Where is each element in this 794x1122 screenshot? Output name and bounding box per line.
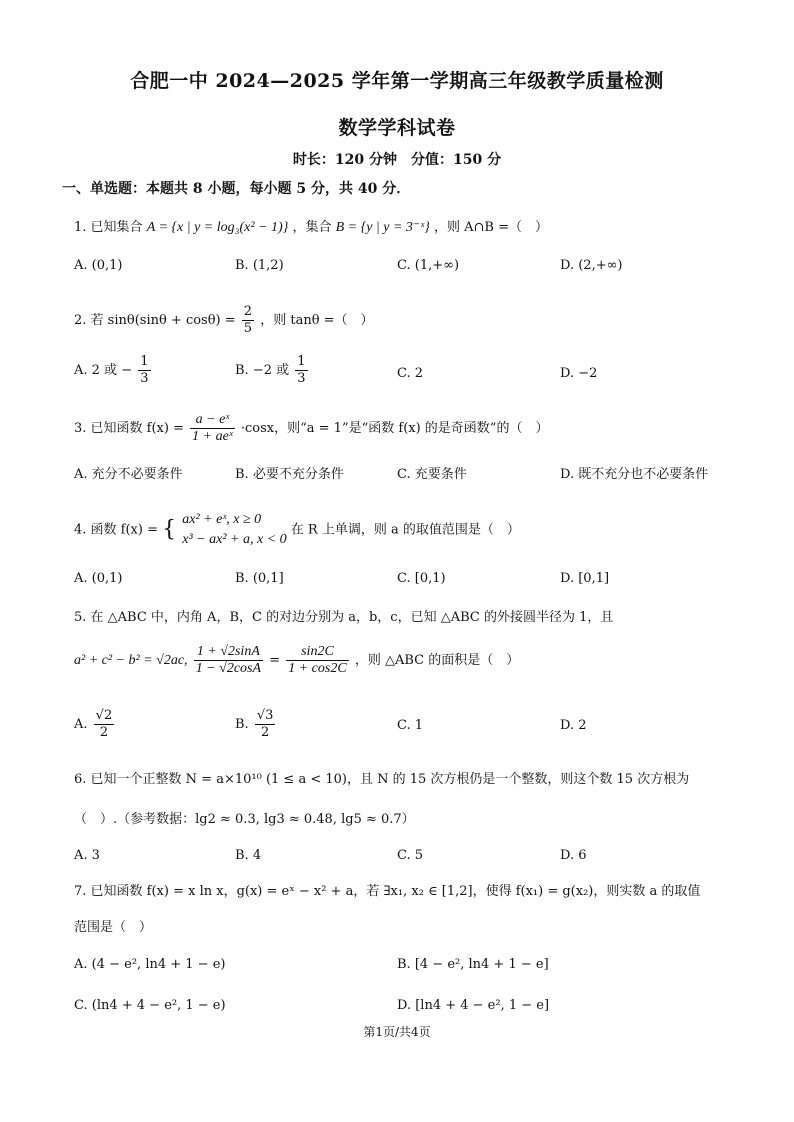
q3-pre: 3. 已知函数 f(x) = [74,421,184,436]
q5-option-a-frac [94,708,115,741]
q3-option-b: B. 必要不充分条件 [235,467,344,482]
q4-pre: 4. 函数 f(x) = [74,522,158,538]
q7-option-c: C. (ln4 + 4 − e², 1 − e) [74,998,226,1013]
q3-option-c: C. 充要条件 [397,467,467,482]
q5-option-a [74,708,116,741]
q3-tail: ·cosx，则“a = 1”是“函数 f(x) 的是奇函数”的（ ） [240,421,549,436]
q2-option-b-frac [295,354,307,387]
q5-pre: a² + c² − b² = √2ac, [74,653,188,668]
q2-option-a [74,354,153,387]
q5-tail: ，则 △ABC 的面积是（ ） [354,653,520,668]
q5-option-b-frac [255,708,276,741]
q2-option-d: D. −2 [560,366,598,381]
q2-option-a-num: 1 [140,354,149,369]
q3-fraction [190,412,235,445]
q5-f1-den: 1 − √2cosA [195,661,262,676]
q1-option-b: B. (1,2) [235,258,284,273]
question-3 [74,412,734,445]
q7-option-a: A. (4 − e², ln4 + 1 − e) [74,957,226,972]
exam-meta: 时长：120 分钟 分值：150 分 [292,152,502,168]
page-footer: 第1页/共4页 [363,1025,431,1039]
q3-option-a: A. 充分不必要条件 [74,467,183,482]
q2-option-b-den: 3 [297,371,306,386]
q2-option-c: C. 2 [397,366,424,381]
q6-option-b: B. 4 [235,848,262,863]
q6-option-a: A. 3 [74,848,100,863]
q5-option-a-num: √2 [95,708,113,723]
q5-option-a-den: 2 [99,725,109,740]
q2-option-a-frac [138,354,150,387]
q4-option-b: B. (0,1] [235,571,284,586]
q5-option-b-den: 2 [260,725,270,740]
q5-eq: = [269,653,281,668]
q5-f2-den: 1 + cos2C [288,661,347,676]
q1-set-a: A = {x | y = log₃(x² − 1)} [146,220,289,235]
question-6-line-2: （ ）.（参考数据：lg2 ≈ 0.3, lg3 ≈ 0.48, lg5 ≈ 0.7） [74,812,415,827]
q5-option-a-pre: A. [74,717,88,732]
q5-option-c: C. 1 [397,718,424,733]
q1-option-d: D. (2,+∞) [560,258,623,273]
q4-brace: { [162,517,177,542]
q7-option-b: B. [4 − e², ln4 + 1 − e] [397,957,549,972]
q1-number: 1. 已知集合 [74,220,143,235]
question-7-line-2: 范围是（ ） [74,920,153,935]
q2-option-b-pre: B. −2 或 [235,363,290,378]
q3-option-d: D. 既不充分也不必要条件 [560,467,709,482]
q5-f1-num: 1 + √2sinA [194,644,263,661]
q3-frac-den: 1 + aeˣ [192,429,233,444]
q2-pre: 2. 若 sinθ(sinθ + cosθ) = [74,313,236,328]
q7-option-d: D. [ln4 + 4 − e², 1 − e] [397,998,550,1013]
q4-cases [182,510,286,550]
q4-option-c: C. [0,1) [397,571,446,586]
question-4 [74,510,734,550]
q1-tail: ，则 A∩B =（ ） [434,220,548,235]
q5-f2-num: sin2C [286,644,348,661]
question-5-line-1: 5. 在 △ABC 中，内角 A，B，C 的对边分别为 a，b，c，已知 △ABC 的外接圆半径为 1，且 [74,610,614,625]
question-5-line-2 [74,644,734,677]
q4-case-1: ax² + eˣ, x ≥ 0 [182,512,262,527]
exam-subtitle: 数学学科试卷 [338,117,456,139]
q4-option-a: A. (0,1) [74,571,123,586]
question-7-line-1: 7. 已知函数 f(x) = x ln x，g(x) = eˣ − x² + a，若 ∃x₁, x₂ ∈ [1,2]，使得 f(x₁) = g(x₂)，则实数 a 的取值 [74,884,701,899]
q2-option-b-num: 1 [297,354,306,369]
q2-option-b [235,354,310,387]
q6-option-d: D. 6 [560,848,587,863]
q4-option-d: D. [0,1] [560,571,610,586]
q5-option-b [235,708,277,741]
question-1 [74,216,734,240]
q1-mid: ，集合 [292,220,332,235]
q2-fraction [242,304,254,337]
q5-option-b-pre: B. [235,717,249,732]
q2-option-a-den: 3 [140,371,149,386]
q5-fraction-2 [286,644,348,677]
q3-frac-num: a − eˣ [190,412,235,429]
q1-option-c: C. (1,+∞) [397,258,460,273]
q2-frac-den: 5 [243,321,253,336]
section-heading: 一、单选题：本题共 8 小题，每小题 5 分，共 40 分． [62,181,411,197]
q4-case-2: x³ − ax² + a, x < 0 [182,532,287,547]
q5-option-b-num: √3 [256,708,274,723]
q2-tail: ，则 tanθ =（ ） [260,313,374,328]
q5-option-d: D. 2 [560,718,587,733]
question-2 [74,304,734,337]
q2-option-a-pre: A. 2 或 − [74,363,133,378]
question-6-line-1: 6. 已知一个正整数 N = a×10¹⁰ (1 ≤ a < 10)，且 N 的 15 次方根仍是一个整数，则这个数 15 次方根为 [74,772,690,787]
q4-tail: 在 R 上单调，则 a 的取值范围是（ ） [290,522,520,538]
q2-frac-num: 2 [243,304,253,319]
q1-set-b: B = {y | y = 3⁻ˣ} [335,220,430,235]
exam-title: 合肥一中 2024—2025 学年第一学期高三年级教学质量检测 [130,70,664,92]
q6-option-c: C. 5 [397,848,424,863]
q1-option-a: A. (0,1) [74,258,123,273]
q5-fraction-1 [194,644,263,677]
